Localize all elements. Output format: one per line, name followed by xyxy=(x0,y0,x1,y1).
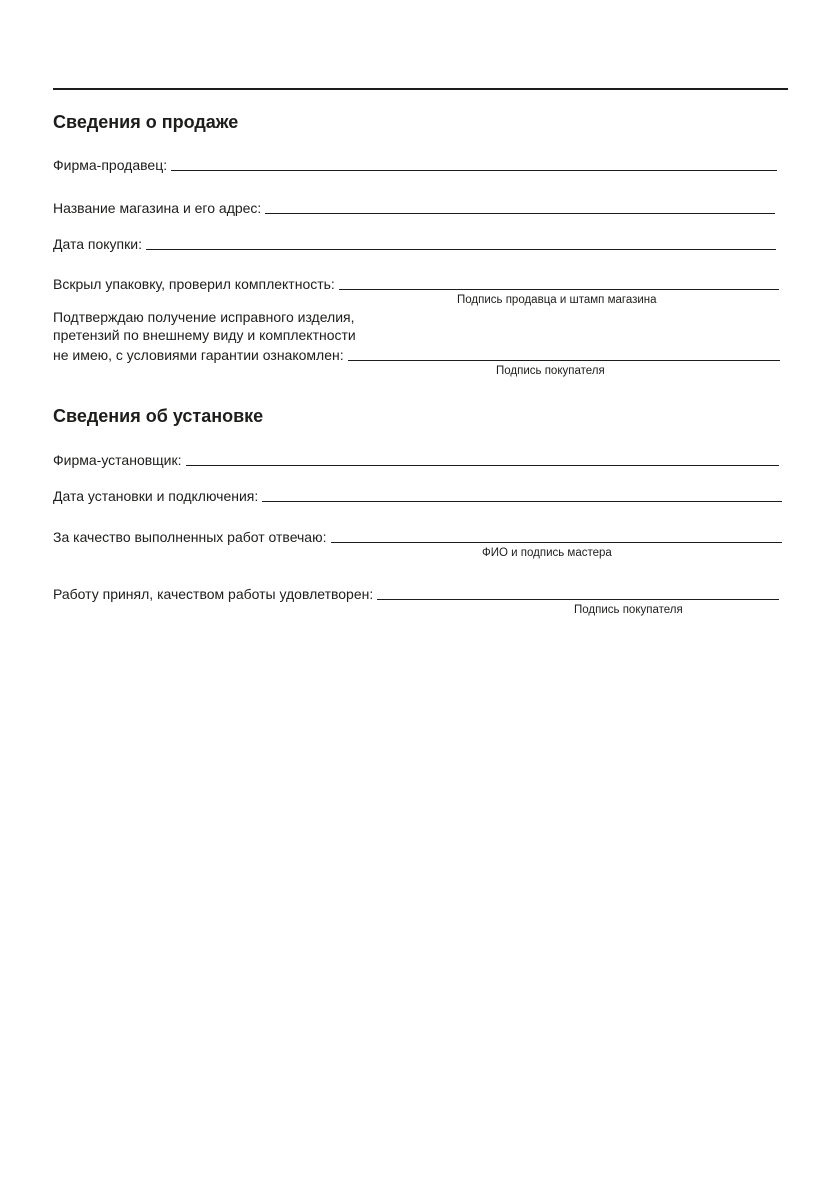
purchase-date-field xyxy=(53,233,776,253)
install-date-field xyxy=(53,485,782,505)
seller-signature-caption: Подпись продавца и штамп магазина xyxy=(457,294,657,306)
buyer-confirm-signature-line[interactable] xyxy=(348,360,780,361)
work-quality-label: За качество выполненных работ отвечаю: xyxy=(53,529,327,545)
work-quality-field xyxy=(53,526,782,546)
package-check-field xyxy=(53,273,779,293)
store-label: Название магазина и его адрес: xyxy=(53,200,262,216)
work-accepted-caption: Подпись покупателя xyxy=(574,604,683,616)
package-check-signature-line[interactable] xyxy=(339,289,779,290)
seller-label: Фирма-продавец: xyxy=(53,157,168,173)
work-accepted-signature-line[interactable] xyxy=(377,599,779,600)
install-section-title: Сведения об установке xyxy=(53,406,264,426)
installer-label: Фирма-установщик: xyxy=(53,452,182,468)
package-check-label: Вскрыл упаковку, проверил комплектность: xyxy=(53,276,335,292)
installer-input-line[interactable] xyxy=(186,465,779,466)
confirm-text-line-2: претензий по внешнему виду и комплектности xyxy=(53,327,356,343)
confirm-text-line-3: не имею, с условиями гарантии ознакомлен: xyxy=(53,347,344,363)
top-divider xyxy=(53,88,788,90)
purchase-date-label: Дата покупки: xyxy=(53,236,142,252)
store-field xyxy=(53,197,775,217)
purchase-date-input-line[interactable] xyxy=(146,249,776,250)
work-accepted-field xyxy=(53,583,779,603)
store-input-line[interactable] xyxy=(265,213,775,214)
seller-input-line[interactable] xyxy=(171,170,777,171)
master-signature-line[interactable] xyxy=(331,542,783,543)
sale-section-title: Сведения о продаже xyxy=(53,112,239,132)
buyer-confirm-field xyxy=(53,344,780,364)
master-signature-caption: ФИО и подпись мастера xyxy=(482,547,612,559)
install-date-input-line[interactable] xyxy=(262,501,782,502)
confirm-text-line-1: Подтверждаю получение исправного изделия, xyxy=(53,309,355,325)
install-date-label: Дата установки и подключения: xyxy=(53,488,259,504)
work-accepted-label: Работу принял, качеством работы удовлетворен: xyxy=(53,586,374,602)
seller-field xyxy=(53,154,777,174)
installer-field xyxy=(53,449,779,469)
buyer-signature-caption: Подпись покупателя xyxy=(496,365,605,377)
